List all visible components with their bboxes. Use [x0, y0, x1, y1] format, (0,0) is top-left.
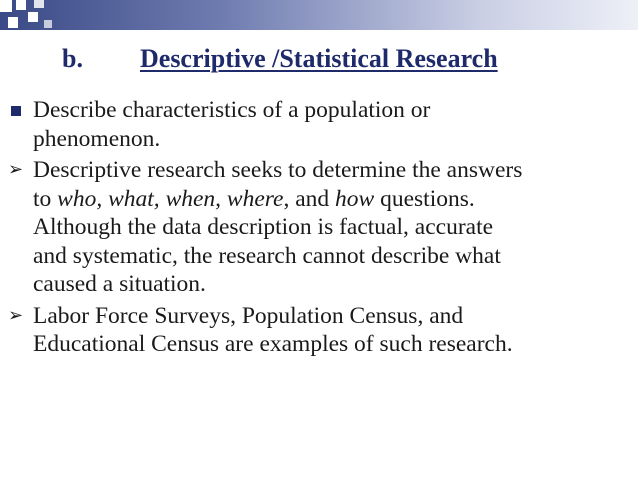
decorative-square	[34, 0, 44, 8]
italic-word: what,	[108, 185, 160, 212]
bullet-item	[8, 96, 630, 153]
heading-letter: b.	[62, 44, 83, 73]
bullet-text-line: caused a situation.	[33, 271, 206, 297]
decorative-square	[44, 20, 52, 28]
arrow-bullet-icon: ➢	[8, 159, 24, 180]
decorative-square	[28, 12, 38, 22]
bullet-text-line: and systematic, the research cannot describe what	[33, 242, 501, 269]
bullet-text-line: Descriptive research seeks to determine the answers	[33, 157, 523, 183]
italic-word: how	[335, 185, 375, 212]
decorative-square	[16, 0, 26, 10]
bullet-item	[8, 156, 630, 299]
italic-word: where	[226, 185, 284, 212]
italic-word: who,	[57, 185, 103, 212]
slide-title: Descriptive /Statistical Research	[140, 44, 498, 73]
text-run: , and	[283, 185, 336, 212]
arrow-bullet-icon: ➢	[8, 304, 24, 326]
slide-heading	[62, 40, 622, 80]
text-run: to	[33, 185, 58, 212]
bullet-item	[8, 302, 630, 359]
decorative-top-bar	[0, 0, 638, 30]
bullet-text-line: Although the data description is factual, accurate	[33, 214, 494, 240]
italic-word: when,	[165, 185, 222, 212]
text-run: questions.	[374, 185, 475, 212]
bullet-text-line	[33, 185, 630, 214]
square-bullet-icon	[8, 96, 28, 124]
decorative-square	[0, 0, 12, 12]
bullet-text-line: Educational Census are examples of such research.	[33, 331, 513, 357]
bullet-text-line: phenomenon.	[33, 125, 161, 152]
bullet-list	[8, 96, 630, 362]
bullet-text-line: Describe characteristics of a population or	[33, 97, 431, 123]
bullet-text-line: Labor Force Surveys, Population Census, and	[33, 302, 464, 329]
decorative-square	[8, 17, 18, 28]
